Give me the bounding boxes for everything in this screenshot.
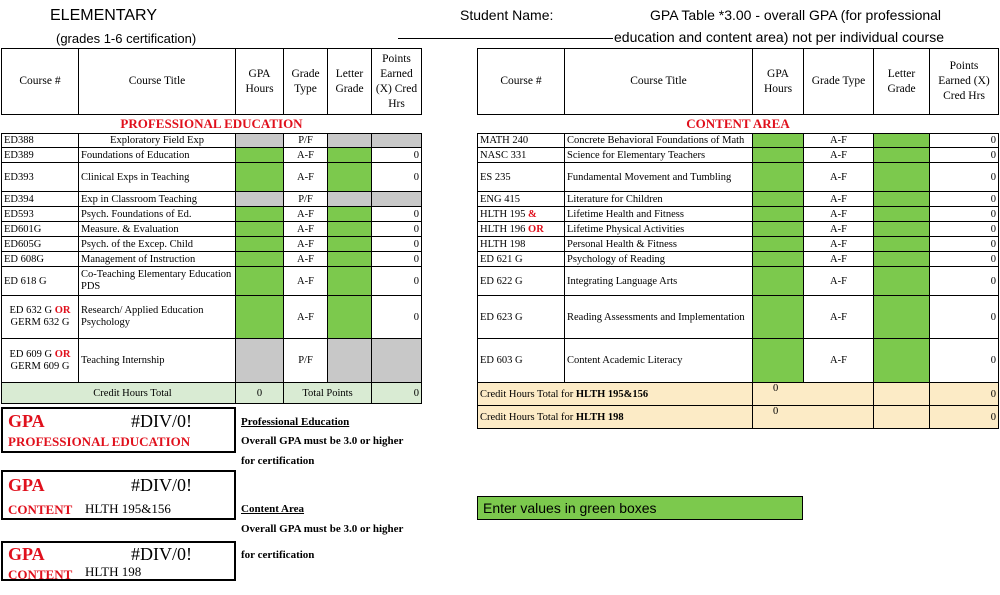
gpa-content-box-2 xyxy=(1,541,236,581)
course-number: HLTH 198 xyxy=(478,237,565,252)
gpa-note-line1: GPA Table *3.00 - overall GPA (for professional xyxy=(650,7,942,23)
course-number: ED605G xyxy=(2,237,79,252)
totals-row xyxy=(2,383,422,404)
points-value: 0 xyxy=(930,339,999,383)
grade-type: A-F xyxy=(284,252,328,267)
note-professional-line2: for certification xyxy=(241,455,315,467)
blank-cell xyxy=(874,406,930,429)
col-course: Course # xyxy=(2,49,79,115)
totals-row xyxy=(478,406,999,429)
gpa-value: #DIV/0! xyxy=(131,544,192,564)
gpa-hours-input[interactable] xyxy=(753,339,804,383)
hlth-195-total-hours: 0 xyxy=(753,383,874,406)
col-grade-type: Grade Type xyxy=(804,49,874,115)
hlth-195-total-points: 0 xyxy=(930,383,999,406)
points-value: 0 xyxy=(930,222,999,237)
grade-type: A-F xyxy=(804,207,874,222)
course-number: ED 623 G xyxy=(478,296,565,339)
course-title: Foundations of Education xyxy=(79,148,236,163)
points-value: 0 xyxy=(372,163,422,192)
gpa-hours-input[interactable] xyxy=(236,267,284,296)
grade-type: P/F xyxy=(284,134,328,148)
grade-type: A-F xyxy=(804,134,874,148)
total-points-label: Total Points xyxy=(284,383,372,404)
gpa-hours-input[interactable] xyxy=(753,267,804,296)
table-row xyxy=(2,148,422,163)
gpa-content-box-1 xyxy=(1,470,236,520)
page-subtitle: (grades 1-6 certification) xyxy=(56,31,197,46)
hlth-195-total-label xyxy=(478,383,753,406)
letter-grade-input[interactable] xyxy=(328,207,372,222)
student-name-line[interactable] xyxy=(398,38,613,39)
table-row xyxy=(478,134,999,148)
letter-grade-input[interactable] xyxy=(328,267,372,296)
grade-type: A-F xyxy=(804,339,874,383)
content-label: CONTENT xyxy=(8,567,73,582)
col-points: Points Earned (X) Cred Hrs xyxy=(930,49,999,115)
points-cell xyxy=(372,192,422,207)
course-title: Integrating Language Arts xyxy=(565,267,753,296)
course-number: ED 622 G xyxy=(478,267,565,296)
or-marker: OR xyxy=(528,223,544,235)
letter-grade-input[interactable] xyxy=(874,148,930,163)
points-value: 0 xyxy=(930,296,999,339)
gpa-hours-input[interactable] xyxy=(236,222,284,237)
grade-type: A-F xyxy=(804,222,874,237)
grade-type: A-F xyxy=(284,163,328,192)
gpa-label: GPA xyxy=(8,544,45,564)
grade-type: A-F xyxy=(804,237,874,252)
gpa-value: #DIV/0! xyxy=(131,475,192,495)
letter-grade-input[interactable] xyxy=(328,296,372,339)
course-number: ED394 xyxy=(2,192,79,207)
gpa-label: GPA xyxy=(8,475,45,495)
content-label: CONTENT xyxy=(8,502,73,517)
gpa-hours-cell xyxy=(236,192,284,207)
letter-grade-input[interactable] xyxy=(874,207,930,222)
letter-grade-cell xyxy=(328,192,372,207)
grade-type: A-F xyxy=(284,222,328,237)
letter-grade-input[interactable] xyxy=(874,192,930,207)
points-value: 0 xyxy=(930,252,999,267)
course-number xyxy=(2,339,79,383)
grade-type: A-F xyxy=(284,148,328,163)
course-title: Lifetime Health and Fitness xyxy=(565,207,753,222)
letter-grade-input[interactable] xyxy=(328,222,372,237)
points-cell xyxy=(372,134,422,148)
table-row xyxy=(478,192,999,207)
course-number: ED593 xyxy=(2,207,79,222)
section-heading-professional: PROFESSIONAL EDUCATION xyxy=(2,115,422,134)
grade-type: A-F xyxy=(804,252,874,267)
total-label-text: Credit Hours Total for xyxy=(480,411,576,423)
gpa-hours-input[interactable] xyxy=(236,148,284,163)
course-title: Psych. Foundations of Ed. xyxy=(79,207,236,222)
col-title: Course Title xyxy=(79,49,236,115)
col-grade-type: Grade Type xyxy=(284,49,328,115)
gpa-hours-input[interactable] xyxy=(753,252,804,267)
gpa-label: GPA xyxy=(8,411,45,431)
or-marker: OR xyxy=(54,305,71,316)
points-cell xyxy=(372,339,422,383)
letter-grade-input[interactable] xyxy=(874,267,930,296)
course-number: ED 608G xyxy=(2,252,79,267)
gpa-hours-cell xyxy=(236,339,284,383)
grade-type: A-F xyxy=(804,148,874,163)
letter-grade-cell xyxy=(328,134,372,148)
course-title: Concrete Behavioral Foundations of Math xyxy=(565,134,753,148)
gpa-hours-input[interactable] xyxy=(236,163,284,192)
course-title: Science for Elementary Teachers xyxy=(565,148,753,163)
col-letter-grade: Letter Grade xyxy=(328,49,372,115)
table-row xyxy=(478,237,999,252)
table-row xyxy=(478,163,999,192)
grade-type: A-F xyxy=(284,237,328,252)
gpa-hours-input[interactable] xyxy=(753,192,804,207)
table-row xyxy=(478,207,999,222)
letter-grade-input[interactable] xyxy=(328,252,372,267)
letter-grade-input[interactable] xyxy=(874,237,930,252)
total-label-course: HLTH 195&156 xyxy=(575,388,649,400)
course-title: Research/ Applied Education Psychology xyxy=(79,296,236,339)
course-number: ED 621 G xyxy=(478,252,565,267)
hlth-198-label: HLTH 198 xyxy=(85,564,142,579)
letter-grade-input[interactable] xyxy=(874,163,930,192)
hlth-198-total-label xyxy=(478,406,753,429)
professional-education-label: PROFESSIONAL EDUCATION xyxy=(8,434,191,449)
grade-type: A-F xyxy=(284,296,328,339)
or-marker: OR xyxy=(54,348,71,360)
gpa-hours-input[interactable] xyxy=(753,134,804,148)
gpa-hours-input[interactable] xyxy=(236,252,284,267)
letter-grade-input[interactable] xyxy=(874,222,930,237)
section-heading-content: CONTENT AREA xyxy=(478,115,999,134)
student-name-label: Student Name: xyxy=(460,7,554,23)
total-label-text: Credit Hours Total for xyxy=(480,388,576,400)
letter-grade-input[interactable] xyxy=(874,296,930,339)
table-row xyxy=(478,296,999,339)
table-row xyxy=(478,222,999,237)
points-value: 0 xyxy=(930,207,999,222)
instruction-box: Enter values in green boxes xyxy=(477,496,803,520)
course-title: Exp in Classroom Teaching xyxy=(79,192,236,207)
col-points: Points Earned (X) Cred Hrs xyxy=(372,49,422,115)
gpa-hours-input[interactable] xyxy=(236,296,284,339)
content-table xyxy=(477,48,999,429)
credit-hours-total-value: 0 xyxy=(236,383,284,404)
hlth-195-label: HLTH 195&156 xyxy=(85,501,171,516)
gpa-hours-input[interactable] xyxy=(236,237,284,252)
gpa-professional-box xyxy=(1,407,236,453)
letter-grade-input[interactable] xyxy=(874,252,930,267)
course-number xyxy=(478,222,565,237)
letter-grade-input[interactable] xyxy=(874,339,930,383)
course-title: Co-Teaching Elementary Education PDS xyxy=(79,267,236,296)
course-number-b: GERM 632 G xyxy=(10,317,70,328)
hlth-198-total-hours: 0 xyxy=(753,406,874,429)
table-row xyxy=(478,148,999,163)
course-number: ED388 xyxy=(2,134,79,148)
points-value: 0 xyxy=(930,267,999,296)
grade-type: A-F xyxy=(804,163,874,192)
gpa-hours-input[interactable] xyxy=(753,163,804,192)
table-row xyxy=(2,237,422,252)
letter-grade-input[interactable] xyxy=(328,163,372,192)
course-number-b: GERM 609 G xyxy=(10,360,70,372)
course-number-text: HLTH 195 xyxy=(480,208,526,220)
gpa-hours-input[interactable] xyxy=(753,148,804,163)
col-gpa-hours: GPA Hours xyxy=(753,49,804,115)
points-value: 0 xyxy=(372,148,422,163)
table-row xyxy=(2,163,422,192)
course-number: ED389 xyxy=(2,148,79,163)
course-number xyxy=(2,296,79,339)
grade-type: P/F xyxy=(284,192,328,207)
total-points-value: 0 xyxy=(372,383,422,404)
letter-grade-input[interactable] xyxy=(874,134,930,148)
points-value: 0 xyxy=(372,237,422,252)
points-value: 0 xyxy=(930,134,999,148)
course-number xyxy=(478,207,565,222)
gpa-value: #DIV/0! xyxy=(131,411,192,431)
table-row xyxy=(478,267,999,296)
course-title: Reading Assessments and Implementation xyxy=(565,296,753,339)
points-value: 0 xyxy=(930,163,999,192)
gpa-hours-input[interactable] xyxy=(753,237,804,252)
gpa-hours-input[interactable] xyxy=(236,207,284,222)
letter-grade-input[interactable] xyxy=(328,237,372,252)
course-number-a: ED 609 G xyxy=(9,348,53,360)
total-label-course: HLTH 198 xyxy=(575,411,624,423)
course-number: ENG 415 xyxy=(478,192,565,207)
table-row xyxy=(478,339,999,383)
note-professional-title: Professional Education xyxy=(241,416,350,428)
course-title: Clinical Exps in Teaching xyxy=(79,163,236,192)
gpa-hours-input[interactable] xyxy=(753,222,804,237)
table-row xyxy=(2,252,422,267)
gpa-hours-input[interactable] xyxy=(753,207,804,222)
note-content-line2: for certification xyxy=(241,549,315,561)
grade-type: A-F xyxy=(804,296,874,339)
course-title: Fundamental Movement and Tumbling xyxy=(565,163,753,192)
course-title: Exploratory Field Exp xyxy=(79,134,236,148)
professional-table xyxy=(1,48,422,404)
points-value: 0 xyxy=(372,222,422,237)
course-number: ES 235 xyxy=(478,163,565,192)
letter-grade-cell xyxy=(328,339,372,383)
course-title: Content Academic Literacy xyxy=(565,339,753,383)
course-number-text: HLTH 196 xyxy=(480,223,526,235)
course-title: Lifetime Physical Activities xyxy=(565,222,753,237)
course-number: ED 618 G xyxy=(2,267,79,296)
course-title: Psychology of Reading xyxy=(565,252,753,267)
table-row xyxy=(478,252,999,267)
letter-grade-input[interactable] xyxy=(328,148,372,163)
course-number: NASC 331 xyxy=(478,148,565,163)
course-title: Psych. of the Excep. Child xyxy=(79,237,236,252)
note-content-line1: Overall GPA must be 3.0 or higher xyxy=(241,523,404,535)
gpa-hours-input[interactable] xyxy=(753,296,804,339)
points-value: 0 xyxy=(372,296,422,339)
hlth-198-total-points: 0 xyxy=(930,406,999,429)
table-row xyxy=(2,267,422,296)
col-course: Course # xyxy=(478,49,565,115)
col-title: Course Title xyxy=(565,49,753,115)
col-gpa-hours: GPA Hours xyxy=(236,49,284,115)
credit-hours-total-label: Credit Hours Total xyxy=(2,383,236,404)
course-title: Measure. & Evaluation xyxy=(79,222,236,237)
points-value: 0 xyxy=(930,148,999,163)
course-number: ED393 xyxy=(2,163,79,192)
table-row xyxy=(2,339,422,383)
grade-type: A-F xyxy=(804,192,874,207)
table-row xyxy=(2,296,422,339)
totals-row xyxy=(478,383,999,406)
table-row xyxy=(2,134,422,148)
course-number: ED601G xyxy=(2,222,79,237)
table-row xyxy=(2,192,422,207)
points-value: 0 xyxy=(372,267,422,296)
course-title: Management of Instruction xyxy=(79,252,236,267)
and-marker: & xyxy=(528,208,537,220)
col-letter-grade: Letter Grade xyxy=(874,49,930,115)
gpa-hours-cell xyxy=(236,134,284,148)
course-title: Personal Health & Fitness xyxy=(565,237,753,252)
page-title: ELEMENTARY xyxy=(50,7,157,24)
course-number-a: ED 632 G xyxy=(9,305,53,316)
points-value: 0 xyxy=(930,237,999,252)
course-title: Literature for Children xyxy=(565,192,753,207)
course-title: Teaching Internship xyxy=(79,339,236,383)
note-professional-line1: Overall GPA must be 3.0 or higher xyxy=(241,435,404,447)
course-number: ED 603 G xyxy=(478,339,565,383)
points-value: 0 xyxy=(930,192,999,207)
points-value: 0 xyxy=(372,252,422,267)
table-row xyxy=(2,207,422,222)
grade-type: A-F xyxy=(804,267,874,296)
grade-type: A-F xyxy=(284,267,328,296)
course-number: MATH 240 xyxy=(478,134,565,148)
points-value: 0 xyxy=(372,207,422,222)
table-row xyxy=(2,222,422,237)
grade-type: P/F xyxy=(284,339,328,383)
gpa-note-line2: education and content area) not per individual course xyxy=(614,29,944,45)
blank-cell xyxy=(874,383,930,406)
note-content-title: Content Area xyxy=(241,503,305,515)
grade-type: A-F xyxy=(284,207,328,222)
